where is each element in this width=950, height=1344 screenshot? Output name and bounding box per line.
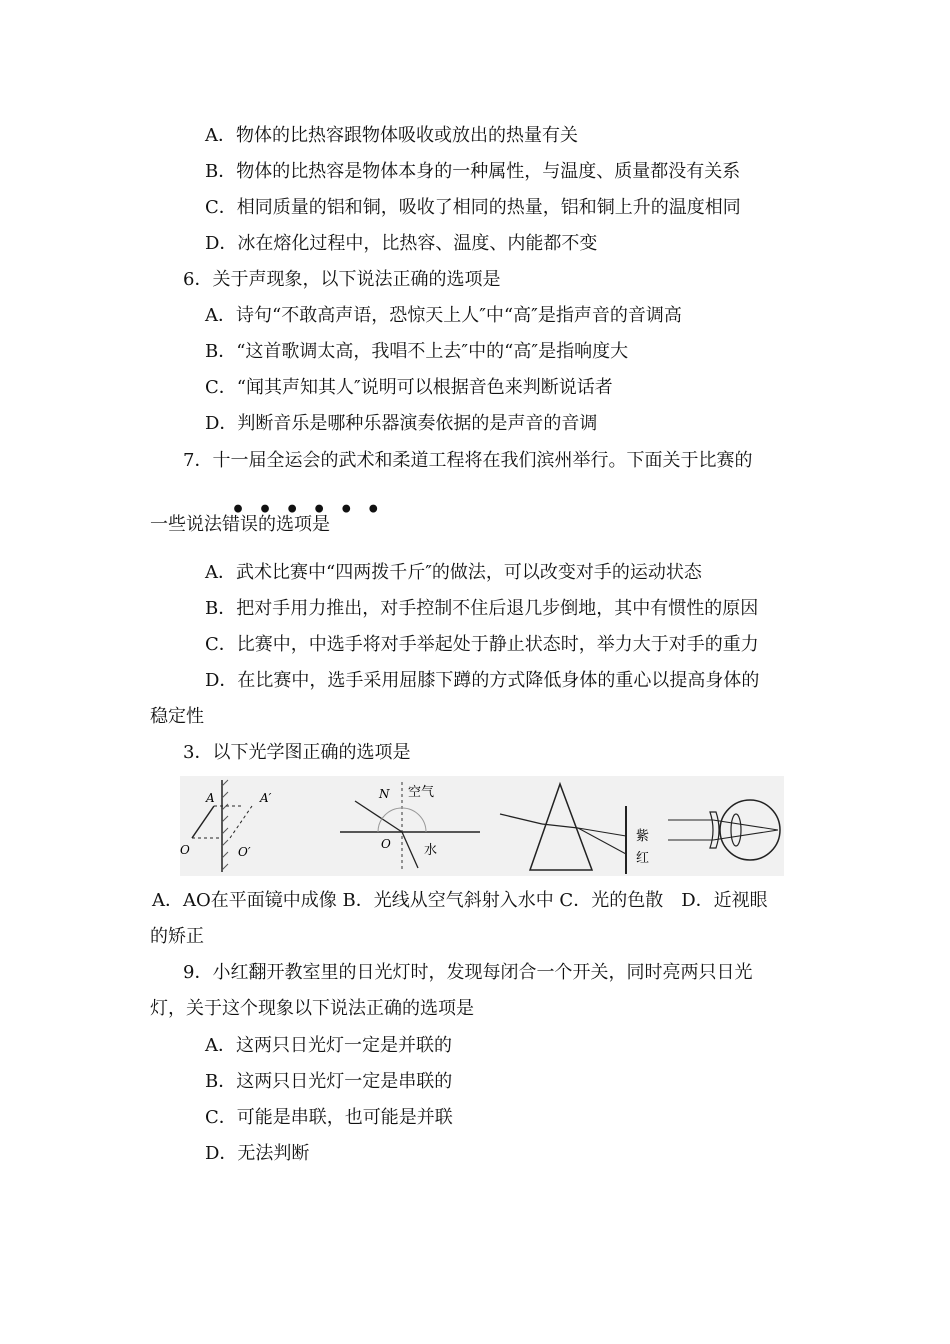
q5-option-b: B．物体的比热容是物体本身的一种属性，与温度、质量都没有关系 [205,161,741,182]
q7-option-a: A．武术比赛中“四两拨千斤″的做法，可以改变对手的运动状态 [205,562,702,583]
q6-stem: 6．关于声现象，以下说法正确的选项是 [183,269,501,290]
mirror-panel [180,780,272,872]
q9-stem-line2: 灯，关于这个现象以下说法正确的选项是 [150,998,474,1019]
q7-option-d-line2: 稳定性 [150,706,204,727]
label-a-point: A [206,791,215,805]
q6-option-b: B．“这首歌调太高，我唱不上去″中的“高″是指响度大 [205,341,629,362]
q5-option-a: A．物体的比热容跟物体吸收或放出的热量有关 [205,125,578,146]
q6-option-c: C．“闻其声知其人″说明可以根据音色来判断说话者 [205,377,613,398]
optics-figure [180,776,784,876]
label-o-point: O [180,843,190,857]
label-air: 空气 [408,785,435,800]
label-water: 水 [424,843,438,858]
q8-stem: 3．以下光学图正确的选项是 [183,742,411,763]
q7-stem-line2: 一些说法错误的选项是 [150,514,330,535]
q9-option-b: B．这两只日光灯一定是串联的 [205,1071,453,1092]
q8-options-line2: 的矫正 [150,926,204,947]
q9-option-c: C．可能是串联，也可能是并联 [205,1107,453,1128]
label-o-image: O′ [238,845,251,859]
label-violet: 紫 [636,829,650,844]
label-red: 红 [636,851,650,866]
optics-diagram [180,776,784,876]
q9-stem-line1: 9．小红翻开教室里的日光灯时，发现每闭合一个开关，同时亮两只日光 [183,962,753,983]
emphasis-dots: •••••• [231,497,394,523]
myopia-panel [668,800,780,860]
q6-option-a: A．诗句“不敢高声语，恐惊天上人″中“高″是指声音的音调高 [205,305,682,326]
q7-option-c: C．比赛中，中选手将对手举起处于静止状态时，举力大于对手的重力 [205,634,759,655]
q7-stem-line1: 7．十一届全运会的武术和柔道工程将在我们滨州举行。下面关于比赛的 [183,450,753,471]
q9-option-d: D．无法判断 [205,1143,310,1164]
q5-option-d: D．冰在熔化过程中，比热容、温度、内能都不变 [205,233,598,254]
q6-option-d: D．判断音乐是哪种乐器演奏依据的是声音的音调 [205,413,598,434]
q7-option-d-line1: D．在比赛中，选手采用屈膝下蹲的方式降低身体的重心以提高身体的 [205,670,760,691]
q7-option-b: B．把对手用力推出，对手控制不住后退几步倒地，其中有惯性的原因 [205,598,759,619]
label-a-image: A′ [260,791,272,805]
label-origin: O [381,837,391,851]
q5-option-c: C．相同质量的铝和铜，吸收了相同的热量，铝和铜上升的温度相同 [205,197,741,218]
dispersion-panel [500,784,649,874]
q8-options-line1: A．AO在平面镜中成像 B．光线从空气斜射入水中 C．光的色散 D．近视眼 [152,890,768,911]
q9-option-a: A．这两只日光灯一定是并联的 [205,1035,452,1056]
label-normal: N [379,787,390,801]
refraction-panel [340,782,480,870]
